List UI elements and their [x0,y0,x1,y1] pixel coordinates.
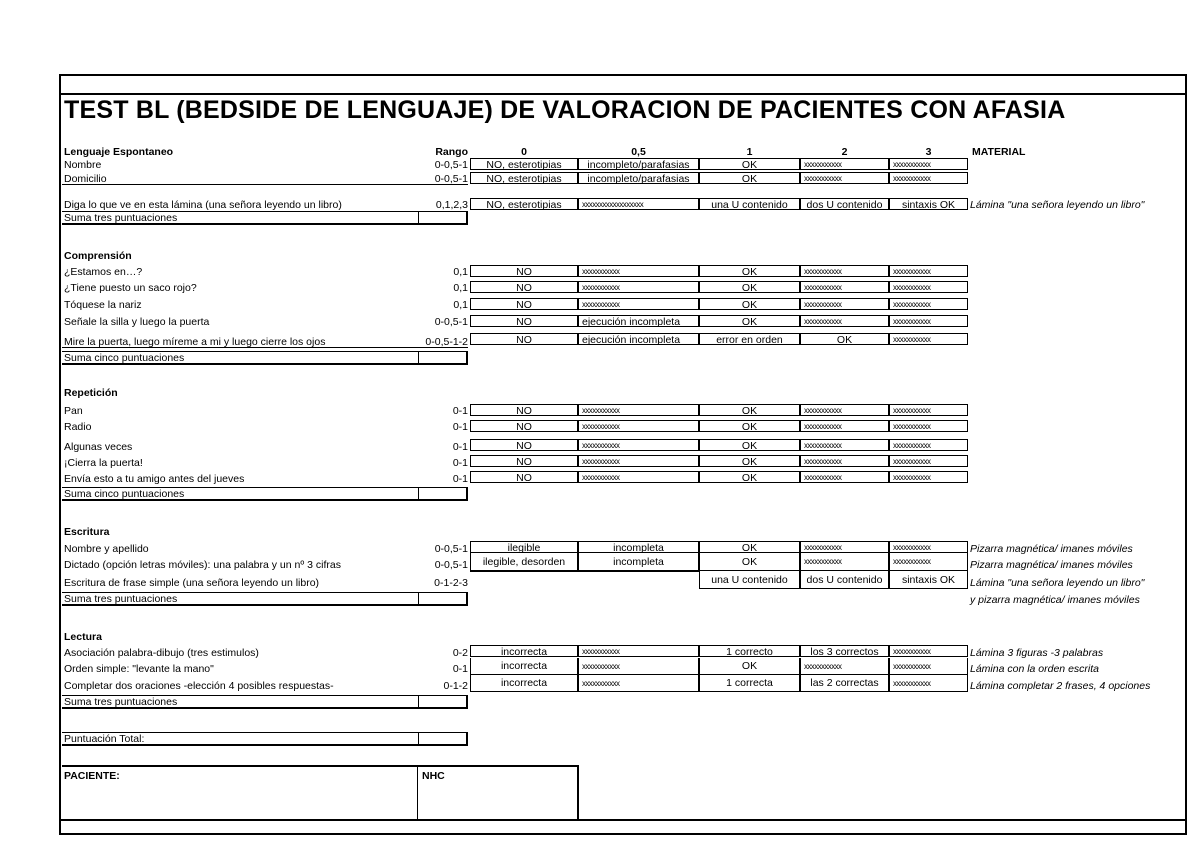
row-rango: 0,1,2,3 [435,199,468,211]
row-label: Tóquese la nariz [64,299,142,311]
total-score-box[interactable] [418,732,468,746]
score-cell[interactable]: xxxxxxxxxxx [800,298,889,310]
score-cell[interactable]: xxxxxxxxxxx [578,471,699,483]
score-cell[interactable]: ilegible, desorden [470,553,578,571]
score-cell[interactable]: NO [470,298,578,310]
row-label: Orden simple: "levante la mano" [64,663,214,675]
material-note: Lámina completar 2 frases, 4 opciones [970,680,1151,692]
score-cell[interactable]: dos U contenido [800,198,889,210]
score-cell[interactable]: xxxxxxxxxxx [578,298,699,310]
patient-label: PACIENTE: [64,770,120,782]
patient-field[interactable] [418,779,419,819]
score-cell[interactable]: xxxxxxxxxxx [578,281,699,293]
score-cell[interactable]: xxxxxxxxxxx [889,658,968,675]
score-cell[interactable]: xxxxxxxxxxx [800,158,889,170]
score-cell[interactable]: los 3 correctos [800,645,889,657]
material-note: Lámina 3 figuras -3 palabras [970,647,1104,659]
sum-label: Suma cinco puntuaciones [64,488,185,500]
score-cell[interactable]: OK [699,420,800,432]
row-rango: 0-0,5-1 [434,543,468,555]
score-cell[interactable]: NO, esterotipias [470,158,578,170]
page-title: TEST BL (BEDSIDE DE LENGUAJE) DE VALORACION DE PACIENTES CON AFASIA [64,96,1066,124]
score-cell[interactable]: OK [699,658,800,675]
sum-row [62,351,468,365]
score-cell[interactable]: xxxxxxxxxxx [889,281,968,293]
score-cell[interactable]: xxxxxxxxxxx [578,265,699,277]
row-label: ¡Cierra la puerta! [64,457,143,469]
header-score-2: 2 [841,146,848,158]
score-cell[interactable]: incompleto/parafasias [578,172,699,184]
score-cell[interactable]: xxxxxxxxxxx [800,439,889,451]
total-row [62,732,468,746]
score-cell[interactable]: incorrecta [470,658,578,675]
section-title-escritura: Escritura [64,526,110,538]
sum-score-box[interactable] [418,695,468,709]
score-cell[interactable]: NO, esterotipias [470,198,578,210]
score-cell[interactable]: xxxxxxxxxxx [800,315,889,327]
score-cell[interactable]: xxxxxxxxxxx [578,439,699,451]
score-cell[interactable]: OK [699,439,800,451]
score-cell[interactable]: NO [470,455,578,467]
section-title-lenguaje-espontaneo: Lenguaje Espontaneo [64,146,174,158]
header-score-0: 0 [521,146,527,158]
score-cell[interactable]: incompleta [578,553,699,571]
score-cell[interactable]: xxxxxxxxxxx [578,675,699,692]
score-cell[interactable]: OK [699,172,800,184]
score-cell[interactable]: xxxxxxxxxxx [578,455,699,467]
score-cell[interactable]: xxxxxxxxxxx [889,455,968,467]
sum-label: Suma tres puntuaciones [64,212,178,224]
sum-score-box[interactable] [418,211,468,225]
row-rango: 0-1-2 [443,680,468,692]
score-cell[interactable]: OK [699,471,800,483]
sum-row [62,592,468,606]
score-cell[interactable]: NO [470,315,578,327]
sum-label: Suma cinco puntuaciones [64,352,185,364]
score-cell[interactable]: ejecución incompleta [578,333,699,345]
score-cell[interactable]: NO [470,420,578,432]
nhc-label: NHC [422,770,445,782]
row-label: Envía esto a tu amigo antes del jueves [64,473,245,485]
material-note: Lámina "una señora leyendo un libro" [970,199,1145,211]
score-cell[interactable]: OK [699,404,800,416]
sum-row [62,211,468,225]
row-rango: 0,1 [453,266,468,278]
score-cell[interactable]: xxxxxxxxxxx [889,404,968,416]
row-label: ¿Estamos en…? [64,266,143,278]
score-cell[interactable]: xxxxxxxxxxx [800,471,889,483]
score-cell[interactable]: xxxxxxxxxxx [889,645,968,657]
sum-row [62,487,468,501]
section-title-lectura: Lectura [64,631,102,643]
row-label: Nombre y apellido [64,543,149,555]
row-rango: 0-0,5-1 [434,559,468,571]
row-rango: 0-0,5-1 [434,173,468,185]
row-separator [470,571,699,572]
row-rango: 0-1 [452,441,468,453]
row-rango: 0-1 [452,457,468,469]
row-rango: 0-1 [452,663,468,675]
row-label: Completar dos oraciones -elección 4 posibles respuestas- [64,680,334,692]
score-cell[interactable]: sintaxis OK [889,571,968,589]
score-cell[interactable]: xxxxxxxxxxx [578,658,699,675]
row-rango: 0-2 [452,647,468,659]
score-cell[interactable]: xxxxxxxxxxx [800,281,889,293]
score-cell[interactable]: ilegible [470,541,578,553]
score-cell[interactable]: xxxxxxxxxxx [578,645,699,657]
score-cell[interactable]: NO [470,439,578,451]
score-cell[interactable]: error en orden [699,333,800,345]
score-cell[interactable]: incorrecta [470,645,578,657]
material-note: y pizarra magnética/ imanes móviles [970,594,1140,606]
score-cell[interactable]: NO [470,265,578,277]
score-cell[interactable]: xxxxxxxxxxx [889,172,968,184]
row-rango: 0-1-2-3 [434,577,468,589]
score-cell[interactable]: OK [699,265,800,277]
row-label: Dictado (opción letras móviles): una palabra y un nº 3 cifras [64,559,341,571]
row-label: ¿Tiene puesto un saco rojo? [64,282,197,294]
score-cell[interactable]: xxxxxxxxxxx [889,265,968,277]
score-cell[interactable]: xxxxxxxxxxx [889,439,968,451]
score-cell[interactable]: xxxxxxxxxxx [800,658,889,675]
row-label: Nombre [64,159,102,171]
patient-box [62,765,579,820]
row-label: Domicilio [64,173,107,185]
score-cell[interactable]: xxxxxxxxxxx [889,553,968,571]
material-note: Pizarra magnética/ imanes móviles [970,559,1133,571]
score-cell[interactable]: xxxxxxxxxxxxxxxxxx [578,198,699,210]
score-cell[interactable]: NO [470,404,578,416]
sum-label: Suma tres puntuaciones [64,593,178,605]
score-cell[interactable]: xxxxxxxxxxx [889,315,968,327]
header-rango: Rango [435,146,468,158]
score-cell[interactable]: OK [699,315,800,327]
score-cell[interactable]: OK [699,281,800,293]
score-cell[interactable]: incompleta [578,541,699,553]
sum-score-box[interactable] [418,351,468,365]
top-rule [59,93,1187,95]
score-cell[interactable]: ejecución incompleta [578,315,699,327]
material-note: Lámina con la orden escrita [970,663,1099,675]
score-cell[interactable]: NO [470,333,578,345]
score-cell[interactable]: una U contenido [699,571,800,589]
score-cell[interactable]: OK [699,158,800,170]
row-label: Asociación palabra-dibujo (tres estimulos) [64,647,259,659]
header-score-1: 1 [746,146,753,158]
section-title-comprension: Comprensión [64,250,132,262]
score-cell[interactable]: xxxxxxxxxxx [889,471,968,483]
score-cell[interactable]: NO [470,471,578,483]
score-cell[interactable]: NO, esterotipias [470,172,578,184]
score-cell[interactable]: xxxxxxxxxxx [889,675,968,692]
row-rango: 0,1 [453,299,468,311]
row-label: Mire la puerta, luego míreme a mi y luego cierre los ojos [64,336,326,348]
score-cell[interactable]: OK [800,333,889,345]
row-label: Radio [64,421,92,433]
row-label: Señale la silla y luego la puerta [64,316,210,328]
header-score-3: 3 [925,146,932,158]
score-cell[interactable]: xxxxxxxxxxx [889,333,968,345]
score-cell[interactable]: dos U contenido [800,571,889,589]
score-cell[interactable]: OK [699,298,800,310]
total-label: Puntuación Total: [64,733,145,745]
row-rango: 0-1 [452,473,468,485]
row-label: Diga lo que ve en esta lámina (una señora leyendo un libro) [64,199,342,211]
score-cell[interactable]: xxxxxxxxxxx [889,420,968,432]
score-cell[interactable]: xxxxxxxxxxx [578,404,699,416]
row-separator [62,347,468,348]
row-rango: 0-0,5-1 [434,316,468,328]
score-cell[interactable]: una U contenido [699,198,800,210]
row-rango: 0-0,5-1-2 [425,336,468,348]
row-separator [62,184,468,185]
score-cell[interactable]: xxxxxxxxxxx [800,404,889,416]
score-cell[interactable]: OK [699,541,800,553]
score-cell[interactable]: xxxxxxxxxxx [800,455,889,467]
material-note: Pizarra magnética/ imanes móviles [970,543,1133,555]
sum-row [62,695,468,709]
score-cell[interactable]: OK [699,553,800,571]
sum-score-box[interactable] [418,487,468,501]
score-cell[interactable]: xxxxxxxxxxx [800,172,889,184]
score-cell[interactable]: OK [699,455,800,467]
score-cell[interactable]: xxxxxxxxxxx [889,158,968,170]
row-label: Escritura de frase simple (una señora leyendo un libro) [64,577,320,589]
score-cell[interactable]: incorrecta [470,675,578,692]
header-score-0-5: 0,5 [631,146,646,158]
score-cell[interactable]: NO [470,281,578,293]
material-note: Lámina "una señora leyendo un libro" [970,577,1145,589]
row-rango: 0,1 [453,282,468,294]
score-cell[interactable]: sintaxis OK [889,198,968,210]
row-rango: 0-1 [452,421,468,433]
score-cell[interactable]: xxxxxxxxxxx [800,553,889,571]
score-cell[interactable]: 1 correcta [699,675,800,692]
row-rango: 0-0,5-1 [434,159,468,171]
score-cell[interactable]: incompleto/parafasias [578,158,699,170]
sum-score-box[interactable] [418,592,468,606]
score-cell[interactable]: 1 correcto [699,645,800,657]
score-cell[interactable]: xxxxxxxxxxx [800,541,889,553]
score-cell[interactable]: xxxxxxxxxxx [800,420,889,432]
header-material: MATERIAL [972,146,1026,158]
score-cell[interactable]: xxxxxxxxxxx [800,265,889,277]
score-cell[interactable]: xxxxxxxxxxx [889,298,968,310]
score-cell[interactable]: xxxxxxxxxxx [889,541,968,553]
row-label: Algunas veces [64,441,133,453]
section-title-repeticion: Repetición [64,387,118,399]
sum-label: Suma tres puntuaciones [64,696,178,708]
row-rango: 0-1 [452,405,468,417]
score-cell[interactable]: las 2 correctas [800,675,889,692]
score-cell[interactable]: xxxxxxxxxxx [578,420,699,432]
row-label: Pan [64,405,83,417]
